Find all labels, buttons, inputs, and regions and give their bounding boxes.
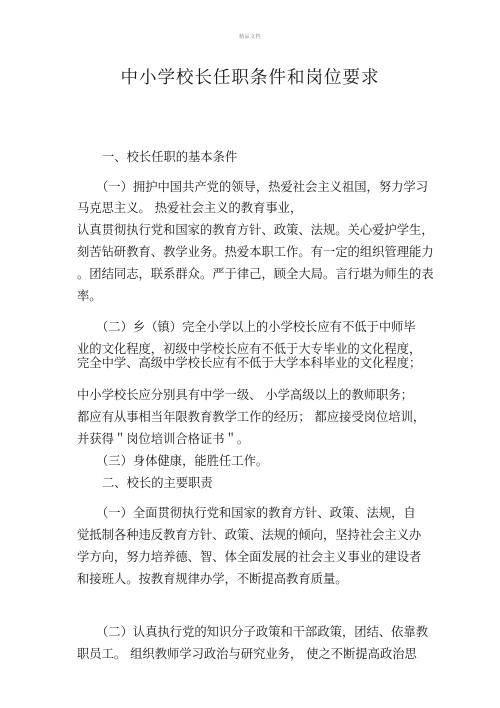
body-text-line: 觉抵制各种违反教育方针、政策、法规的倾向，坚持社会主义办: [77, 528, 422, 542]
body-text-line: 业的文化程度，初级中学校长应有不低于大专毕业的文化程度，: [77, 342, 422, 356]
body-text-line: 完全中学、高级中学校长应有不低于大学本科毕业的文化程度；: [77, 356, 422, 370]
body-text-line: （二）认真执行党的知识分子政策和干部政策，团结、依靠教: [96, 625, 429, 639]
body-text-line: （一）全面贯彻执行党和国家的教育方针、政策、法规，自: [96, 506, 416, 520]
body-text-line: 二、校长的主要职责: [102, 476, 213, 490]
body-text-line: 认真贯彻执行党和国家的教育方针、政策、法规。关心爱护学生，: [77, 223, 434, 237]
header-watermark: 精品文档: [238, 34, 261, 40]
body-text-line: 职员工。 组织教师学习政治与研究业务， 使之不断提高政治思: [77, 647, 417, 661]
body-text-line: 马克思主义。 热爱社会主义的教育事业，: [77, 201, 303, 215]
body-text-line: 都应有从事相当年限教育教学工作的经历； 都应接受岗位培训，: [77, 410, 426, 424]
body-text-line: 率。: [77, 289, 102, 303]
body-text-line: 刻苦钻研教育、教学业务。热爱本职工作。有一定的组织管理能力: [77, 245, 434, 259]
body-text-line: （一）拥护中国共产党的领导，热爱社会主义祖国，努力学习: [96, 180, 429, 194]
document-title: 中小学校长任职条件和岗位要求: [120, 68, 380, 88]
body-text-line: 和接班人。按教育规律办学，不断提高教育质量。: [77, 572, 348, 586]
body-text-line: 并获得＂岗位培训合格证书＂。: [77, 432, 250, 446]
body-text-line: 。团结同志，联系群众。严于律己，顾全大局。言行堪为师生的表: [77, 267, 434, 281]
body-text-line: （二）乡（镇）完全小学以上的小学校长应有不低于中师毕: [96, 320, 416, 334]
body-text-line: 一、校长任职的基本条件: [102, 150, 238, 164]
body-text-line: 中小学校长应分别具有中学一级、 小学高级以上的教师职务；: [77, 388, 413, 402]
body-text-line: （三）身体健康，能胜任工作。: [96, 454, 269, 468]
body-text-line: 学方向，努力培养德、智、体全面发展的社会主义事业的建设者: [77, 550, 422, 564]
